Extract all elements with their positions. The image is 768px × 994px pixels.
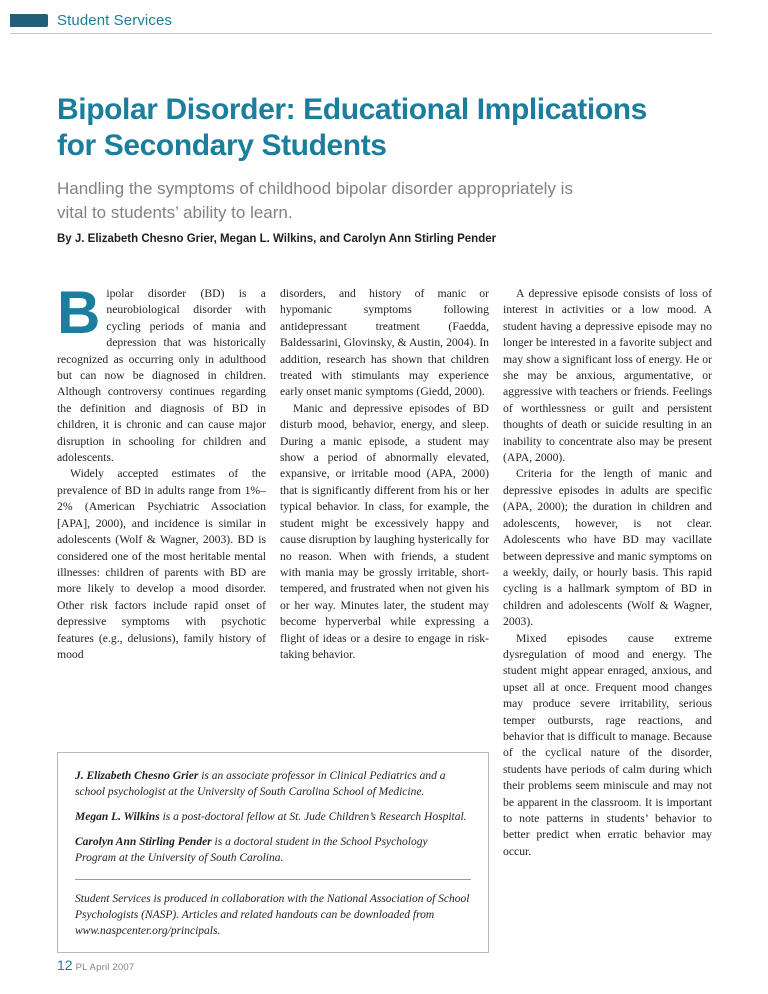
paragraph: Widely accepted estimates of the prevalence of BD in adults range from 1%–2% (American Psychiatric Association [APA], 2000), and incidence is similar in adolescents (Wolf & Wagner, 2003). BD is considered one of the most heritable mental illnesses: children of parents with BD are more likely to develop a mood disorder. Other risk factors include rapid onset of depressive symptoms with psychotic features (e.g., delusions), family history of mood [57,467,266,661]
author-bio-box [57,752,489,953]
body-column-1 [57,279,266,663]
bio-box-divider [75,879,471,880]
section-header [10,12,712,29]
author-name: Megan L. Wilkins [75,811,160,823]
article-deck [57,177,657,225]
production-note: Student Services is produced in collaboration with the National Association of School Psychologists (NASP). Articles and related handouts can be downloaded from www.naspcenter.org/principals. [75,893,470,937]
paragraph-text: ipolar disorder (BD) is a neurobiological disorder with cycling periods of mania and depression that was historically recognized as occurring only in adulthood but can now be diagnosed in children. Although controversy continues regarding the definition and diagnosis of BD in children, it is chronic and can cause major disruption in schooling for children and adolescents. [57,287,266,465]
opening-paragraph [57,279,266,466]
author-name: J. Elizabeth Chesno Grier [75,770,199,782]
author-name: Carolyn Ann Stirling Pender [75,836,212,848]
article-title-line-2: for Secondary Students [57,129,387,162]
dropcap-letter: B [57,279,101,346]
body-column-3 [503,286,712,860]
header-divider [10,33,712,34]
author-bio [75,834,471,866]
author-bio-text: is an associate professor in Clinical Pediatrics and a school psychologist at the University of South Carolina School of Medicine. [75,770,446,798]
paragraph: Criteria for the length of manic and depressive episodes in adults are specific (APA, 2000); the duration in children and adolescents, however, is not clear. Adolescents who have BD may vacillate between depressive and manic symptoms on a weekly, daily, or hourly basis. This rapid cycling is a hallmark symptom of BD in children and adolescents (Wolf & Wagner, 2003). [503,467,712,629]
article-deck-line-2: vital to students’ ability to learn. [57,203,293,222]
author-bio [75,768,471,800]
article-deck-line-1: Handling the symptoms of childhood bipolar disorder appropriately is [57,179,573,198]
author-bio [75,809,471,825]
body-column-2 [280,286,489,663]
article-byline: By J. Elizabeth Chesno Grier, Megan L. Wilkins, and Carolyn Ann Stirling Pender [57,233,497,245]
page-number: 12 [57,957,73,973]
section-marker-bar [10,14,48,27]
author-bio-text: is a post-doctoral fellow at St. Jude Children’s Research Hospital. [159,811,467,823]
paragraph: Manic and depressive episodes of BD disturb mood, behavior, energy, and sleep. During a manic episode, a student may show a period of abnormally elevated, expansive, or irritable mood (APA, 2000) that is significantly different from his or her typical behavior. In class, for example, the student might be excessively happy and cause disruption by laughing hysterically for no reason. When with friends, a student with mania may be grossly irritable, short-tempered, and frustrated when not given his or her way. Minutes later, the student may become hyperverbal while expressing a flight of ideas or a desire to engage in risk-taking behavior. [280,401,489,661]
paragraph: Mixed episodes cause extreme dysregulation of mood and energy. The student might appear enraged, anxious, and upset all at once. Frequent mood changes may produce severe irritability, serious temper outbursts, rage reactions, and behavior that is difficult to manage. Because of the cyclical nature of the disorder, students have periods of calm during which their problems seem miniscule and may not be apparent in the classroom. It is important to note patterns in students’ behavior to better predict when erratic behavior may occur. [503,631,712,858]
article-title-line-1: Bipolar Disorder: Educational Implications [57,93,647,126]
article-title [57,92,707,164]
journal-info: PL April 2007 [75,962,135,973]
author-bio-text: is a doctoral student in the School Psychology Program at the University of South Carolina. [75,836,428,864]
paragraph: A depressive episode consists of loss of interest in activities or a low mood. A student having a depressive episode may no longer be interested in a favorite subject and may show a significant loss of energy. He or she may be anxious, argumentative, or aggressive with teachers or friends. Feelings of worthlessness or guilt and persistent thoughts of death or suicide resulting in an inability to concentrate also may be present (APA, 2000). [503,287,712,465]
page-footer [57,957,134,975]
section-label: Student Services [57,12,172,29]
paragraph: disorders, and history of manic or hypomanic symptoms following antidepressant treatment (Faedda, Baldessarini, Glovinsky, & Austin, 2004). In addition, research has shown that children treated with stimulants may experience early onset manic symptoms (Giedd, 2000). [280,287,489,399]
